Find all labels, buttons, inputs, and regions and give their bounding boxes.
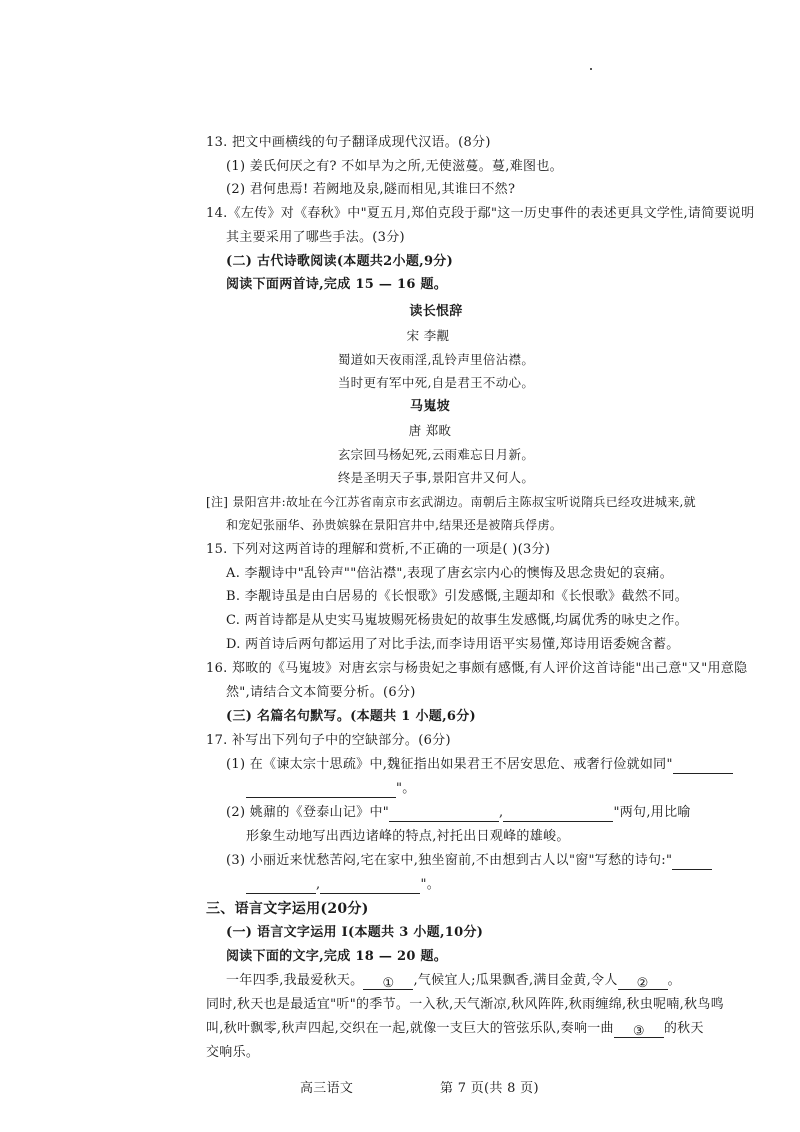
question-17-item-3-comma: ,	[316, 877, 321, 892]
question-17-item-1	[226, 756, 733, 774]
scan-speck	[590, 68, 592, 70]
passage-blank-3[interactable]: ③	[614, 1023, 664, 1038]
poem-2-title: 马嵬坡	[410, 399, 450, 414]
question-15-stem: 15. 下列对这两首诗的理解和赏析,不正确的一项是( )(3分)	[206, 542, 551, 557]
option-c: C. 两首诗都是从史实马嵬坡赐死杨贵妃的故事生发感慨,均属优秀的咏史之作。	[226, 613, 688, 628]
part-3-subheading: (一) 语言文字运用 Ⅰ(本题共 3 小题,10分)	[226, 925, 484, 940]
question-16-line-1: 16. 郑畋的《马嵬坡》对唐玄宗与杨贵妃之事颇有感慨,有人评价这首诗能"出己意"又"用意隐	[206, 661, 748, 676]
passage-line-1	[226, 972, 681, 990]
option-d: D. 两首诗后两句都运用了对比手法,而李诗用语平实易懂,郑诗用语委婉含蓄。	[226, 637, 680, 652]
question-14-line-2: 其主要采用了哪些手法。(3分)	[226, 230, 405, 245]
answer-blank[interactable]	[246, 783, 396, 798]
question-17-stem: 17. 补写出下列句子中的空缺部分。(6分)	[206, 733, 451, 748]
question-13-stem: 13. 把文中画横线的句子翻译成现代汉语。(8分)	[206, 135, 491, 150]
question-16-line-2: 然",请结合文本简要分析。(6分)	[226, 685, 416, 700]
answer-blank[interactable]	[673, 759, 733, 774]
option-b: B. 李觏诗虽是由白居易的《长恨歌》引发感慨,主题却和《长恨歌》截然不同。	[226, 589, 689, 604]
poem-1-line-2: 当时更有军中死,自是君王不动心。	[337, 375, 535, 390]
poem-2-line-2: 终是圣明天子事,景阳宫井又何人。	[337, 470, 535, 485]
poem-2-line-1: 玄宗回马杨妃死,云雨难忘日月新。	[337, 447, 535, 462]
question-13-sentence-2: (2) 君何患焉! 若阙地及泉,隧而相见,其谁曰不然?	[226, 182, 516, 197]
passage-blank-2[interactable]: ②	[618, 975, 668, 990]
poem-1-title: 读长恨辞	[409, 304, 463, 319]
passage-text: 一年四季,我最爱秋天。	[226, 973, 364, 988]
question-13-sentence-1: (1) 姜氏何厌之有? 不如早为之所,无使滋蔓。蔓,难图也。	[226, 159, 563, 174]
footer-subject: 高三语文	[300, 1081, 354, 1096]
section-2-instruction: 阅读下面两首诗,完成 15 — 16 题。	[226, 277, 448, 292]
question-17-item-1-cont	[246, 780, 416, 798]
question-17-item-1-end: "。	[396, 781, 416, 796]
footer-page-number: 第 7 页(共 8 页)	[440, 1081, 539, 1096]
passage-text: ,气候宜人;瓜果飘香,满目金黄,令人	[413, 973, 618, 988]
question-17-item-3-text: (3) 小丽近来忧愁苦闷,宅在家中,独坐窗前,不由想到古人以"窗"写愁的诗句:"	[226, 853, 673, 868]
question-17-item-3-end: "。	[420, 877, 441, 892]
section-2-heading: (二) 古代诗歌阅读(本题共2小题,9分)	[226, 254, 454, 269]
answer-blank[interactable]	[320, 879, 420, 894]
question-17-item-3-cont	[246, 876, 440, 894]
poem-1-line-1: 蜀道如天夜雨淫,乱铃声里倍沾襟。	[337, 352, 535, 367]
passage-line-4: 交响乐。	[206, 1045, 260, 1060]
passage-text: 。	[667, 973, 681, 988]
passage-line-2: 同时,秋天也是最适宜"听"的季节。一入秋,天气渐凉,秋风阵阵,秋雨缠绵,秋虫呢喃,秋鸟鸣	[206, 997, 724, 1012]
passage-text: 叫,秋叶飘零,秋声四起,交织在一起,就像一支巨大的管弦乐队,奏响一曲	[206, 1021, 614, 1036]
poem-note-line-1: [注] 景阳宫井:故址在今江苏省南京市玄武湖边。南朝后主陈叔宝听说隋兵已经攻进城来,就	[206, 495, 696, 509]
question-17-item-2-cont: 形象生动地写出西边诸峰的特点,衬托出日观峰的雄峻。	[246, 829, 570, 844]
answer-blank[interactable]	[246, 879, 316, 894]
answer-blank[interactable]	[389, 807, 499, 822]
answer-blank[interactable]	[672, 855, 712, 870]
passage-text: 的秋天	[663, 1021, 704, 1036]
answer-blank[interactable]	[503, 807, 613, 822]
option-a: A. 李觏诗中"乱铃声""倍沾襟",表现了唐玄宗内心的懊悔及思念贵妃的哀痛。	[226, 566, 674, 581]
poem-note-line-2: 和宠妃张丽华、孙贵嫔躲在景阳宫井中,结果还是被隋兵俘虏。	[226, 518, 563, 532]
question-17-item-2-text: (2) 姚鼐的《登泰山记》中"	[226, 805, 390, 820]
question-17-item-2	[226, 804, 691, 822]
question-17-item-1-text: (1) 在《谏太宗十思疏》中,魏征指出如果君王不居安思危、戒奢行俭就如同"	[226, 757, 673, 772]
poem-2-author: 唐 郑畋	[408, 423, 452, 438]
poem-1-author: 宋 李觏	[406, 328, 450, 343]
passage-blank-1[interactable]: ①	[363, 975, 413, 990]
question-17-item-2-comma: ,	[499, 805, 504, 820]
question-17-item-3	[226, 852, 712, 870]
part-3-instruction: 阅读下面的文字,完成 18 — 20 题。	[226, 949, 448, 964]
passage-line-3	[206, 1020, 704, 1038]
question-17-item-2-tail: "两句,用比喻	[613, 805, 691, 820]
section-3-heading: (三) 名篇名句默写。(本题共 1 小题,6分)	[226, 709, 476, 724]
part-3-heading: 三、语言文字运用(20分)	[206, 901, 369, 917]
question-14-line-1: 14.《左传》对《春秋》中"夏五月,郑伯克段于鄢"这一历史事件的表述更具文学性,请简要说明	[206, 206, 755, 221]
